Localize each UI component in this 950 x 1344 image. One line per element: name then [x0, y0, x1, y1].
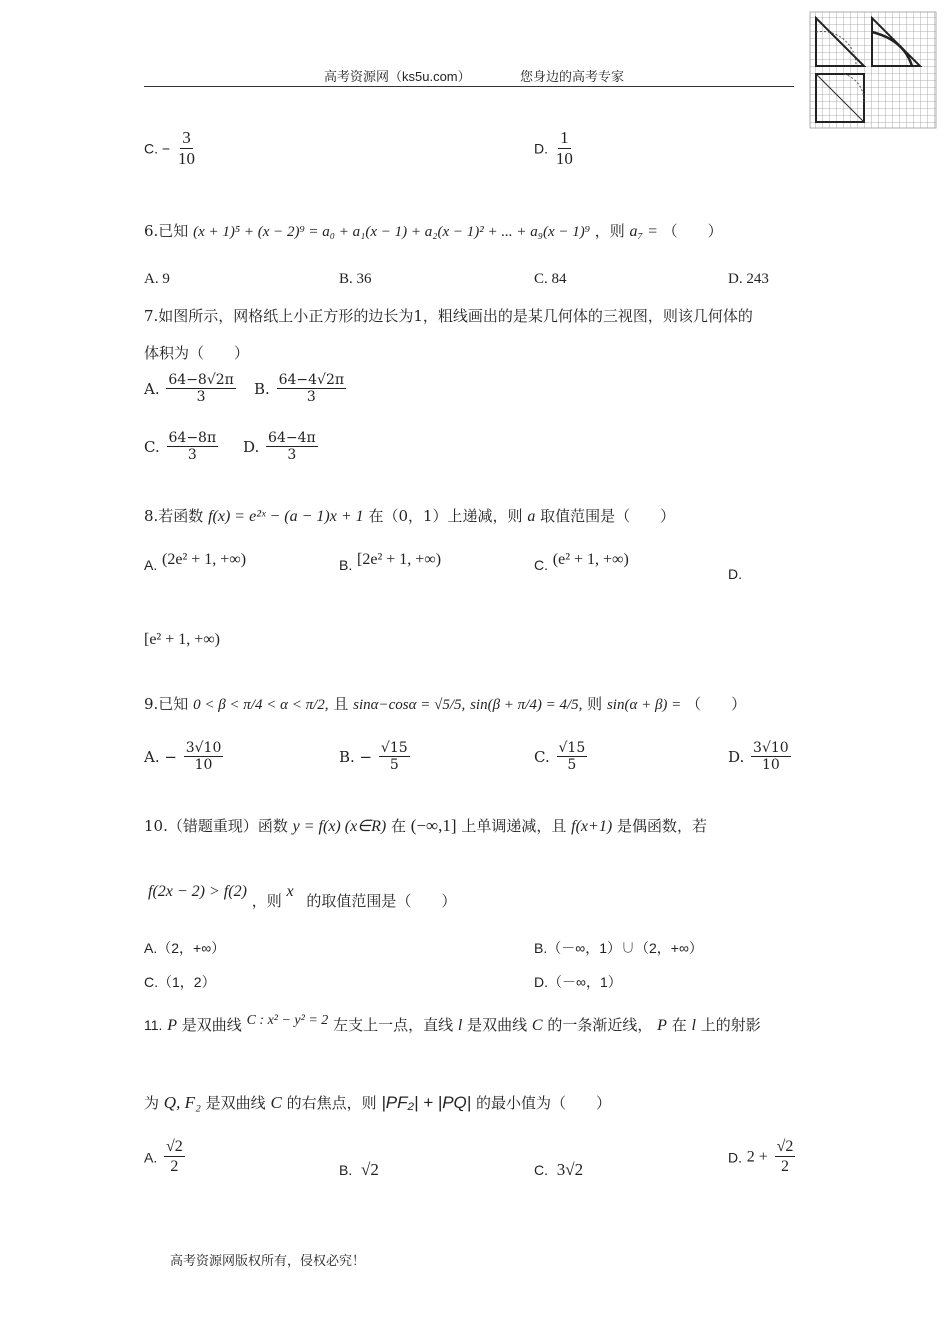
q10-in: 在 [391, 817, 407, 835]
q11-option-d-prefix: 2 + [746, 1148, 768, 1166]
q9-option-a-fraction: $\frac{3√10}{10}$ [185, 740, 222, 774]
q10-suffix: 是偶函数，若 [616, 817, 707, 835]
q9-prefix: 9.已知 [144, 695, 189, 713]
q9-option-d-label: D. [728, 747, 745, 766]
q11-line-l: l [457, 1017, 463, 1034]
q11-option-c-label: C. [534, 1162, 548, 1178]
q6-stem [144, 220, 723, 241]
header-left: 高考资源网（ks5u.com） [324, 69, 471, 84]
q6-paren: （ ） [662, 222, 723, 240]
q11-point-p: P [167, 1017, 177, 1034]
q8-suffix: 取值范围是（ ） [540, 507, 676, 525]
q10-stem-line2 [148, 880, 457, 910]
q11-line-l2: l [691, 1017, 696, 1034]
q8-stem [144, 505, 675, 526]
q8-option-c-value: (e² + 1, +∞) [552, 551, 629, 568]
footer-copyright: 高考资源网版权所有，侵权必究！ [170, 1253, 366, 1268]
q9-paren: （ ） [686, 695, 747, 713]
q9-option-a[interactable] [144, 740, 225, 774]
q11-expression: |PF₂| + |PQ| [381, 1093, 472, 1112]
q9-option-b[interactable] [339, 740, 412, 774]
q8-option-b-value: [2e² + 1, +∞) [357, 551, 442, 568]
q11-text-6: 上的射影 [700, 1016, 761, 1034]
q10-stem-line1 [144, 815, 707, 836]
q11-option-b-value: √2 [361, 1160, 379, 1179]
q11-option-d[interactable] [728, 1138, 797, 1177]
q10-option-a[interactable]: A.（2，+∞） [144, 940, 226, 956]
q11-text-5: 在 [671, 1016, 687, 1034]
q11-text-2: 左支上一点，直线 [333, 1016, 454, 1034]
q5-option-c-label: C. − [144, 140, 171, 157]
q5-option-c-fraction: $\frac{3}{10}$ [177, 128, 195, 168]
q6-option-a[interactable]: A. 9 [144, 271, 170, 287]
q8-option-c[interactable] [534, 551, 629, 575]
q7-option-b-fraction: $\frac{64-4√2\pi}{3}$ [278, 372, 345, 406]
q11-text-3: 是双曲线 [467, 1016, 528, 1034]
q7-option-a[interactable] [144, 372, 238, 406]
q10-rest: 的取值范围是（ ） [306, 892, 457, 910]
q9-equation-2: sin(β + π/4) = 4/5, [470, 697, 583, 713]
three-view-figure [808, 10, 940, 132]
q7-option-c-label: C. [144, 437, 160, 456]
q9-mid: 且 [333, 695, 349, 713]
header-right: 您身边的高考专家 [520, 69, 625, 84]
q5-option-d-label: D. [534, 140, 548, 157]
q6-target: a₇ = [629, 223, 658, 240]
q10-interval: (−∞,1] [410, 816, 457, 835]
q11-text-1: 是双曲线 [181, 1016, 242, 1034]
q11-qf: Q, F₂ [163, 1093, 201, 1112]
q7-stem-line1: 7.如图所示，网格纸上小正方形的边长为1，粗线画出的是某几何体的三视图，则该几何体的 [144, 307, 753, 325]
q11-point-p2: P [657, 1017, 667, 1034]
q5-option-d[interactable] [534, 128, 577, 169]
q9-option-c-fraction: $\frac{√15}{5}$ [558, 740, 586, 774]
q6-option-d[interactable]: D. 243 [728, 271, 769, 287]
q7-stem-line2: 体积为（ ） [144, 344, 250, 362]
q11-option-a-fraction: $\frac{√2}{2}$ [166, 1138, 183, 1176]
q10-function: y = f(x) (x∈R) [292, 818, 387, 835]
q9-equation-1: sinα−cosα = √5/5, [353, 697, 466, 713]
q11-stem-line2 [144, 1092, 611, 1113]
q9-target: sin(α + β) = [606, 697, 682, 713]
q11-line2-a: 为 [144, 1094, 160, 1112]
q10-prefix: 10.（错题重现）函数 [144, 817, 288, 835]
q11-curve-c2: C [270, 1093, 282, 1112]
q11-option-b[interactable] [339, 1160, 379, 1180]
q9-option-d[interactable] [728, 740, 793, 774]
header-rule [144, 86, 794, 87]
q10-option-d[interactable]: D.（－∞，1） [534, 974, 622, 990]
q11-option-c[interactable] [534, 1160, 583, 1180]
q8-option-a-value: (2e² + 1, +∞) [162, 551, 247, 568]
q11-curve-c: C [531, 1017, 543, 1034]
q8-option-b[interactable] [339, 551, 442, 575]
q11-option-a[interactable] [144, 1138, 187, 1177]
q10-mid: 上单调递减，且 [461, 817, 567, 835]
q11-line2-c: 的右焦点，则 [286, 1094, 377, 1112]
q7-option-b[interactable] [254, 372, 348, 406]
q8-option-b-label: B. [339, 557, 353, 573]
q7-option-d-label: D. [243, 437, 260, 456]
q8-option-c-label: C. [534, 557, 548, 573]
q9-option-d-fraction: $\frac{3√10}{10}$ [753, 740, 789, 774]
q11-option-d-fraction: $\frac{√2}{2}$ [776, 1138, 794, 1176]
q11-line2-d: 的最小值为（ ） [475, 1094, 611, 1112]
q6-option-b[interactable]: B. 36 [339, 271, 372, 287]
q8-option-d-value[interactable]: [e² + 1, +∞) [144, 631, 221, 648]
q8-option-a[interactable] [144, 551, 247, 575]
q7-option-a-fraction: $\frac{64-8√2\pi}{3}$ [168, 372, 234, 406]
q10-then: ，则 [251, 892, 282, 910]
q10-inequality: f(2x − 2) > f(2) [148, 883, 247, 900]
q11-line2-b: 是双曲线 [205, 1094, 266, 1112]
q9-option-a-label: A. − [144, 747, 177, 766]
q9-option-c[interactable] [534, 740, 589, 774]
q11-option-a-label: A. [144, 1149, 158, 1166]
q11-option-b-label: B. [339, 1162, 353, 1178]
q9-option-b-fraction: $\frac{√15}{5}$ [380, 740, 408, 774]
q9-option-c-label: C. [534, 747, 550, 766]
q11-stem-line1 [144, 1014, 761, 1035]
q11-curve: C : x² − y² = 2 [246, 1013, 329, 1028]
q8-mid: 在（0，1）上递减，则 [368, 507, 523, 525]
q7-option-a-label: A. [144, 379, 160, 398]
q8-option-d-label[interactable]: D. [728, 566, 742, 582]
q9-then: 则 [587, 695, 603, 713]
q6-option-c[interactable]: C. 84 [534, 271, 567, 287]
q10-var: x [286, 883, 294, 900]
q6-then: ，则 [594, 222, 625, 240]
q11-prefix: 11. [144, 1017, 163, 1033]
q5-option-d-fraction: $\frac{1}{10}$ [555, 128, 573, 168]
q7-option-d-fraction: $\frac{64-4\pi}{3}$ [268, 430, 316, 464]
q8-prefix: 8.若函数 [144, 507, 204, 525]
q9-condition: 0 < β < π/4 < α < π/2, [193, 697, 329, 713]
q7-option-b-label: B. [254, 379, 270, 398]
q11-text-4: 的一条渐近线， [547, 1016, 653, 1034]
q9-option-b-label: B. − [339, 747, 373, 766]
q11-option-c-value: 3√2 [556, 1160, 584, 1179]
q11-option-d-label: D. [728, 1149, 742, 1166]
q10-fx1: f(x+1) [571, 818, 613, 835]
q10-option-b[interactable]: B.（－∞，1）∪（2，+∞） [534, 940, 703, 956]
q8-var: a [527, 508, 536, 525]
q10-option-c[interactable]: C.（1，2） [144, 974, 216, 990]
q7-option-c-fraction: $\frac{64-8\pi}{3}$ [168, 430, 217, 464]
q5-option-c[interactable] [144, 128, 199, 169]
q9-stem [144, 693, 746, 714]
q6-prefix: 6.已知 [144, 222, 189, 240]
q8-option-a-label: A. [144, 557, 158, 573]
q8-formula: f(x) = e²ˣ − (a − 1)x + 1 [208, 508, 364, 525]
q6-formula: (x + 1)⁵ + (x − 2)⁹ = a₀ + a₁(x − 1) + a₂(x − 1)² + ... + a₉(x − 1)⁹ [193, 224, 590, 240]
q7-option-d[interactable] [243, 430, 320, 464]
q7-option-c[interactable] [144, 430, 220, 464]
